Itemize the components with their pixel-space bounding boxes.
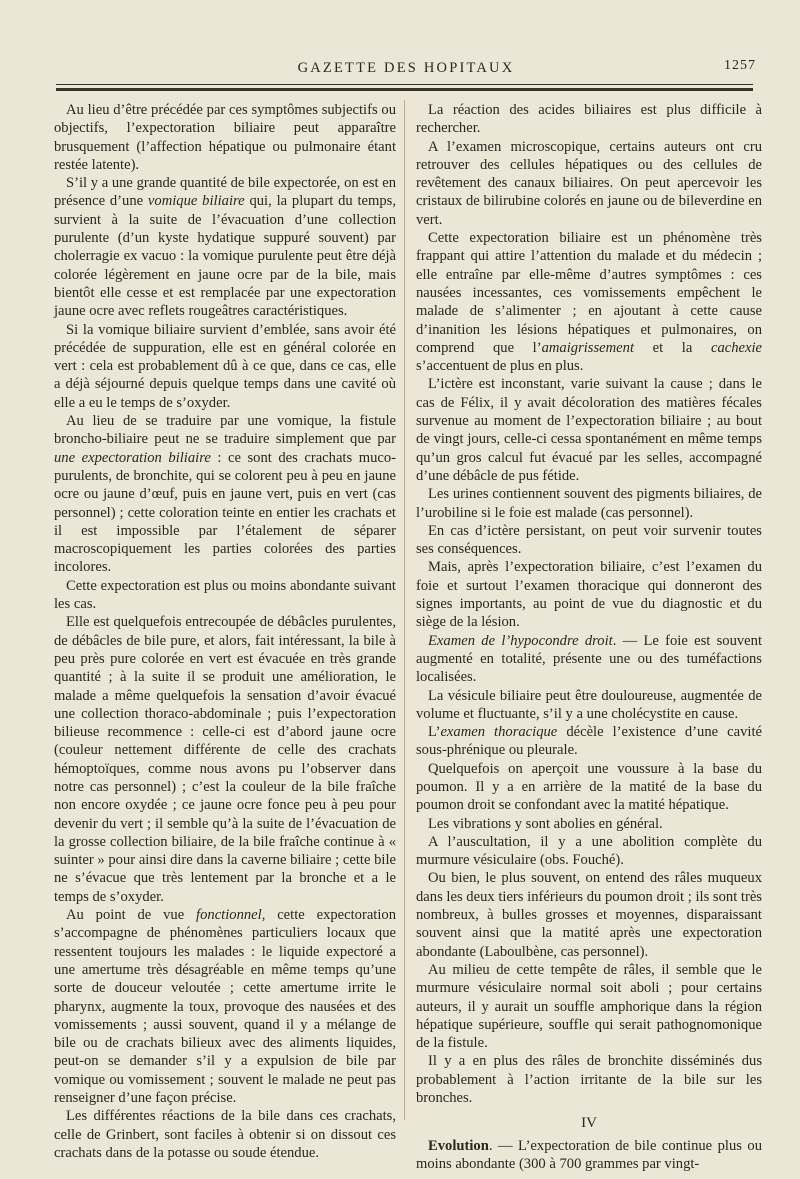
text-run: qui, la plupart du temps, survient à la suite de l’évacuation d’une collection purulente (d’un kyste hydatique suppuré souvent) par cholerragie ex vacuo : la vomique purulente peut être déjà colorée légèrement en jaune ocre par de la bile, mais bientôt elle cesse et est remplacée par une expectoration jaune ocre avec reflets rougeâtres caractéristiques. bbox=[54, 193, 397, 320]
paragraph bbox=[416, 522, 762, 559]
paragraph bbox=[416, 1137, 762, 1174]
paragraph bbox=[416, 485, 762, 522]
text-run: Au milieu de cette tempête de râles, il semble que le murmure vésiculaire normal soit aboli ; pour certains auteurs, il y aurait un souffle amphorique dans la région hépatique supérieure, souffle qui serait pathognomonique de la fistule. bbox=[416, 961, 762, 1052]
column-divider bbox=[404, 100, 405, 1120]
text-run: Les différentes réactions de la bile dans ces crachats, celle de Grinbert, sont faciles à obtenir si on dissout ces crachats dans de la potasse ou soude étendue. bbox=[54, 1108, 396, 1161]
text-run: La réaction des acides biliaires est plus difficile à rechercher. bbox=[416, 102, 762, 137]
text-run: Si la vomique biliaire survient d’emblée, sans avoir été précédée de suppuration, elle est en général colorée en vert : cela est probablement dû à ce que, dans ce cas, elle a déjà séjourné depuis quelque temps dans une cavité où elle a eu le temps de s’oxyder. bbox=[54, 321, 396, 411]
paragraph bbox=[54, 101, 396, 174]
paragraph bbox=[54, 1107, 396, 1162]
text-run: L’ bbox=[428, 724, 441, 741]
paragraph bbox=[54, 906, 396, 1107]
italic-text: une expectoration biliaire bbox=[54, 449, 211, 466]
text-run: . — Le foie est souvent augmenté en totalité, présente une ou des tuméfactions localisées. bbox=[416, 632, 762, 686]
header-rule-thick bbox=[56, 88, 753, 91]
italic-text: Examen de l’hypocondre droit bbox=[428, 632, 613, 649]
text-run: Les vibrations y sont abolies en général. bbox=[428, 815, 663, 832]
text-run: Au point de vue bbox=[66, 907, 197, 924]
text-run: Au lieu de se traduire par une vomique, la fistule broncho-biliaire peut ne se traduire simplement que par bbox=[54, 413, 396, 448]
italic-text: cachexie bbox=[710, 339, 763, 356]
page-header bbox=[56, 58, 756, 80]
text-run: Cette expectoration biliaire est un phénomène très frappant qui attire l’attention du malade et du médecin ; elle entraîne par elle-même d’autres symptômes : ces nausées incessantes, ces vomissements empêchent le malade de s’alimenter ; en ajoutant à cette cause d’inanition les lésions hépatiques et pulmonaires, on comprend que l’ bbox=[416, 230, 762, 356]
header-rule-thin bbox=[56, 84, 753, 85]
left-column bbox=[54, 101, 396, 1162]
text-run: Ou bien, le plus souvent, on entend des râles muqueux dans les deux tiers inférieurs du poumon droit ; ils sont très nombreux, à bulles grosses et moyennes, disparaissant souvent ainsi que la matité après une expectoration abondante (Laboulbène, cas personnel). bbox=[416, 870, 762, 960]
text-run: A l’examen microscopique, certains auteurs ont cru retrouver des cellules hépatiques ou des cellules de revêtement des canaux biliaires. On peut apercevoir les cristaux de bilirubine colorés en jaune ou de bileverdine en vert. bbox=[416, 138, 762, 228]
italic-text: vomique biliaire bbox=[147, 193, 245, 210]
paragraph bbox=[54, 321, 396, 412]
paragraph bbox=[416, 687, 762, 724]
journal-title: GAZETTE DES HOPITAUX bbox=[297, 60, 515, 76]
text-run: : ce sont des crachats muco-purulents, de bronchite, qui se colorent peu à peu en jaune ocre ou jaune d’œuf, puis en jaune vert, puis en vert (cas personnel) ; cette coloration teinte en entier les crachats et il est impossible par l’étalement de séparer macroscopiquement les parties colorées des parties incolores. bbox=[54, 449, 396, 576]
paragraph bbox=[416, 760, 762, 815]
bold-text: Evolution bbox=[428, 1137, 489, 1154]
paragraph bbox=[54, 613, 396, 906]
text-run: Mais, après l’expectoration biliaire, c’est l’examen du foie et surtout l’examen thoracique qui donneront des signes importants, au point de vue du diagnostic et du siège de la lésion. bbox=[416, 559, 762, 631]
paragraph bbox=[416, 869, 762, 960]
text-run: Quelquefois on aperçoit une voussure à la base du poumon. Il y a en arrière de la matité de la base du poumon droit se confondant avec la matité hépatique. bbox=[416, 760, 762, 814]
italic-text: examen thoracique bbox=[440, 724, 558, 741]
paragraph bbox=[416, 723, 762, 760]
text-run: Cette expectoration est plus ou moins abondante suivant les cas. bbox=[54, 577, 396, 613]
text-run: L’ictère est inconstant, varie suivant la cause ; dans le cas de Félix, il y avait décoloration des matières fécales survenue au moment de l’expectoration biliaire ; au bout de vingt jours, celle-ci cessa spontanément en même temps qu’un gros calcul fut évacué par les selles, accompagné d’une débâcle de pus fétide. bbox=[416, 376, 762, 484]
text-run: et la bbox=[634, 339, 711, 356]
italic-text: fonctionnel bbox=[196, 907, 262, 924]
text-run: . — L’expectoration de bile continue plus ou moins abondante (300 à 700 grammes par vingt- bbox=[416, 1137, 762, 1172]
paragraph bbox=[416, 1052, 762, 1107]
paragraph bbox=[416, 632, 762, 687]
paragraph bbox=[416, 833, 762, 870]
italic-text: amaigrissement bbox=[541, 339, 635, 356]
text-run: A l’auscultation, il y a une abolition complète du murmure vésiculaire (obs. Fouché). bbox=[416, 833, 762, 869]
paragraph bbox=[54, 412, 396, 577]
text-run: S’il y a une grande quantité de bile expectorée, on est en présence d’une bbox=[54, 175, 396, 210]
text-run: Elle est quelquefois entrecoupée de débâcles purulentes, de débâcles de bile pure, et alors, fait intéressant, la bile à peu près pure colorée en vert est évacuée en très grande quantité ; à la suite il se produit une amélioration, le malade a même quelquefois la sensation d’avoir évacué une collection thoraco-abdominale ; puis l’expectoration bilieuse recommence : celle-ci est d’abord jaune ocre (couleur nettement différente de celle des crachats hémoptoïques, comme nous avons pu l’observer dans notre cas personnel) ; c’est la couleur de la bile fraîche non encore oxydée ; ce jaune ocre fonce peu à peu pour devenir du vert ; il semble qu’à la suite de l’évacuation de la grosse collection biliaire, de la bile fraîche continue à « suinter » pour ainsi dire dans la caverne biliaire ; cette bile ne s’évacue que très lentement par la bronche et a le temps de s’oxyder. bbox=[54, 614, 396, 905]
text-run: s’accentuent de plus en plus. bbox=[416, 358, 584, 375]
text-run: Les urines contiennent souvent des pigments biliaires, de l’urobiline si le foie est malade (cas personnel). bbox=[416, 486, 762, 521]
section-heading: IV bbox=[581, 1115, 597, 1132]
text-run: Au lieu d’être précédée par ces symptômes subjectifs ou objectifs, l’expectoration biliaire peut apparaître brusquement (l’affection hépatique ou pulmonaire étant restée latente). bbox=[54, 102, 396, 173]
text-run: , cette expectoration s’accompagne de phénomènes particuliers locaux que ressentent toujours les malades : le liquide expectoré a une amertume très désagréable en même temps qu’une sorte de douceur veloutée ; cette amertume irrite le pharynx, augmente la toux, provoque des nausées et des vomissements ; aussi souvent, quand il y a mélange de bile ou de crachats bilieux avec des aliments liquides, peut-on se demander s’il y a expulsion de bile par vomique ou vomissement ; souvent le malade ne peut pas renseigner d’une façon précise. bbox=[54, 907, 397, 1107]
paragraph bbox=[416, 558, 762, 631]
text-run: La vésicule biliaire peut être douloureuse, augmentée de volume et fluctuante, s’il y a une cholécystite en cause. bbox=[416, 687, 762, 722]
paragraph bbox=[416, 229, 762, 375]
paragraph bbox=[416, 101, 762, 138]
text-run: En cas d’ictère persistant, on peut voir survenir toutes ses conséquences. bbox=[416, 522, 762, 558]
page-number: 1257 bbox=[724, 58, 756, 73]
paragraph bbox=[54, 577, 396, 614]
right-column bbox=[416, 101, 762, 1173]
text-run: Il y a en plus des râles de bronchite disséminés dus probablement à l’action irritante de la bile sur les bronches. bbox=[416, 1053, 762, 1107]
paragraph bbox=[416, 961, 762, 1052]
paragraph bbox=[416, 138, 762, 229]
paragraph bbox=[54, 174, 396, 320]
text-run: décèle l’existence d’une cavité sous-phrénique ou pleurale. bbox=[416, 724, 762, 759]
paragraph bbox=[416, 375, 762, 485]
paragraph bbox=[416, 815, 762, 833]
